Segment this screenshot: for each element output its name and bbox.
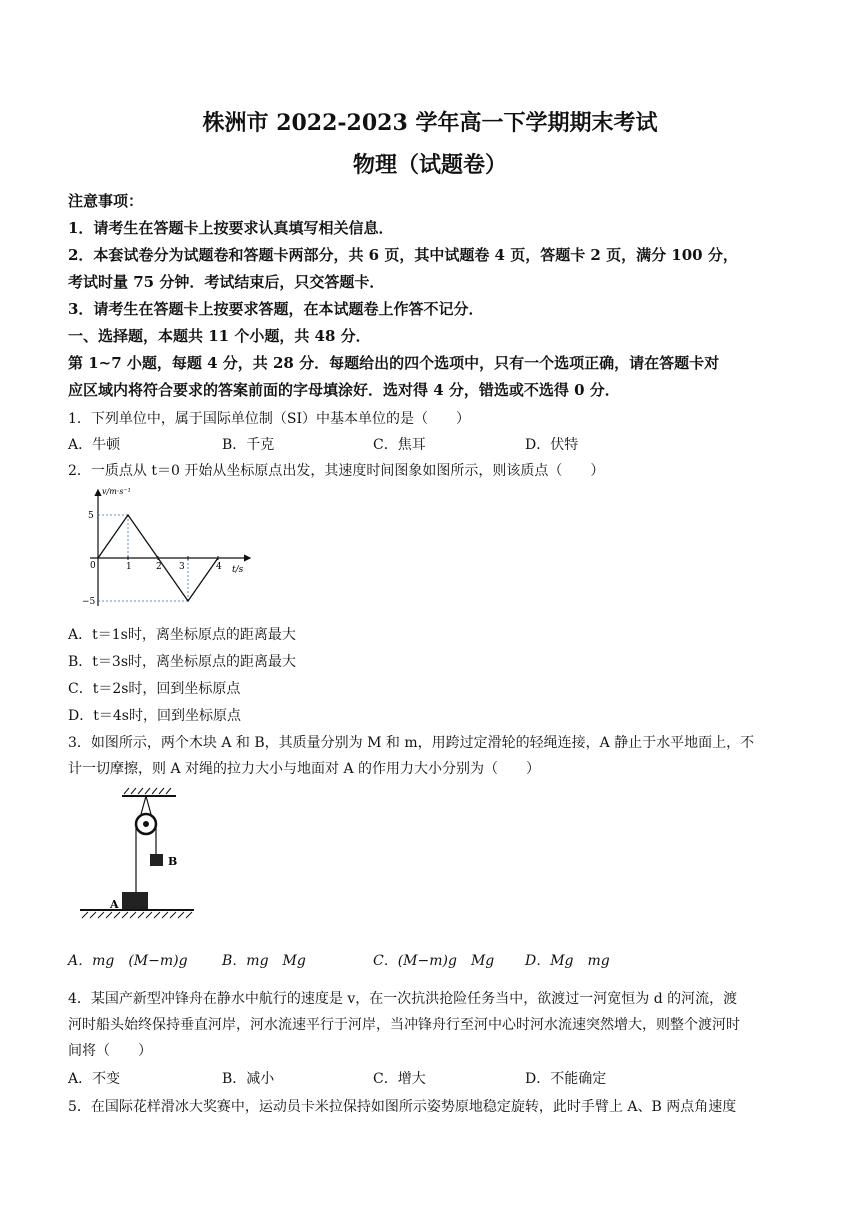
q5-stem: 5．在国际花样滑冰大奖赛中，运动员卡米拉保持如图所示姿势原地稳定旋转，此时手臂上 A、B 两点角速度 [68, 1099, 737, 1115]
graph-tick-y5: 5 [88, 511, 94, 521]
note-2b: 考试时量 75 分钟．考试结束后，只交答题卡． [68, 273, 385, 291]
q3-pulley-figure [76, 784, 206, 926]
graph-tick-yneg5: −5 [82, 597, 96, 607]
block-a [122, 892, 148, 910]
q2-option-c: C．t＝2s时，回到坐标原点 [68, 681, 241, 697]
q1-option-a: A．牛顿 [68, 437, 121, 453]
notes-heading: 注意事项： [68, 192, 144, 210]
graph-tick-x4: 4 [216, 562, 222, 572]
q3-option-c: C．(M−m)g Mg [373, 953, 495, 969]
q2-stem: 2．一质点从 t＝0 开始从坐标原点出发，其速度时间图象如图所示，则该质点（ ） [68, 463, 605, 479]
q4-option-c: C．增大 [373, 1071, 426, 1087]
q1-option-d: D．伏特 [525, 437, 579, 453]
q4-option-b: B．减小 [222, 1071, 275, 1087]
note-3: 3．请考生在答题卡上按要求答题，在本试题卷上作答不记分． [68, 300, 484, 318]
q4-option-a: A．不变 [68, 1071, 121, 1087]
q2-option-b: B．t＝3s时，离坐标原点的距离最大 [68, 654, 297, 670]
note-1: 1．请考生在答题卡上按要求认真填写相关信息． [68, 219, 394, 237]
q4-stem-b: 河时船头始终保持垂直河岸，河水流速平行于河岸，当冲锋舟行至河中心时河水流速突然增大，则整个渡河时 [68, 1017, 740, 1033]
q4-stem-c: 间将（ ） [68, 1043, 152, 1059]
q1-option-b: B．千克 [222, 437, 275, 453]
graph-xlabel: t/s [232, 565, 244, 575]
q2-option-d: D．t＝4s时，回到坐标原点 [68, 708, 241, 724]
q4-option-d: D．不能确定 [525, 1071, 607, 1087]
q4-stem-a: 4．某国产新型冲锋舟在静水中航行的速度是 v，在一次抗洪抢险任务当中，欲渡过一河宽恒为 d 的河流，渡 [68, 991, 738, 1007]
graph-tick-x1: 1 [126, 562, 132, 572]
q3-option-d: D．Mg mg [525, 953, 610, 969]
note-2a: 2．本套试卷分为试题卷和答题卡两部分，共 6 页，其中试题卷 4 页，答题卡 2 页，满分 100 分， [68, 246, 738, 264]
q3-stem-b: 计一切摩擦，则 A 对绳的拉力大小与地面对 A 的作用力大小分别为（ ） [68, 761, 541, 777]
block-b [150, 854, 163, 866]
q2-option-a: A．t＝1s时，离坐标原点的距离最大 [68, 627, 296, 643]
exam-title: 株洲市 2022-2023 学年高一下学期期末考试 [202, 110, 658, 136]
section-intro-a: 第 1~7 小题，每题 4 分，共 28 分．每题给出的四个选项中，只有一个选项正确，请在答题卡对 [68, 354, 720, 372]
q3-option-a: A．mg (M−m)g [68, 953, 188, 969]
q1-option-c: C．焦耳 [373, 437, 426, 453]
graph-tick-x2: 2 [156, 562, 162, 572]
label-b: B [168, 855, 178, 868]
q1-stem: 1．下列单位中，属于国际单位制（SI）中基本单位的是（ ） [68, 411, 471, 427]
q3-stem-a: 3．如图所示，两个木块 A 和 B，其质量分别为 M 和 m，用跨过定滑轮的轻绳连接，A 静止于水平地面上，不 [68, 735, 755, 751]
graph-tick-x3: 3 [179, 562, 185, 572]
section-intro-b: 应区域内将符合要求的答案前面的字母填涂好．选对得 4 分，错选或不选得 0 分． [68, 381, 620, 399]
section-heading: 一、选择题，本题共 11 个小题，共 48 分． [68, 327, 371, 345]
label-a: A [110, 898, 119, 911]
exam-subtitle: 物理（试题卷） [352, 152, 507, 178]
q3-option-b: B．mg Mg [222, 953, 306, 969]
q2-velocity-time-graph [80, 482, 260, 612]
graph-origin-label: 0 [90, 561, 96, 571]
graph-ylabel: v/m·s⁻¹ [102, 487, 131, 496]
